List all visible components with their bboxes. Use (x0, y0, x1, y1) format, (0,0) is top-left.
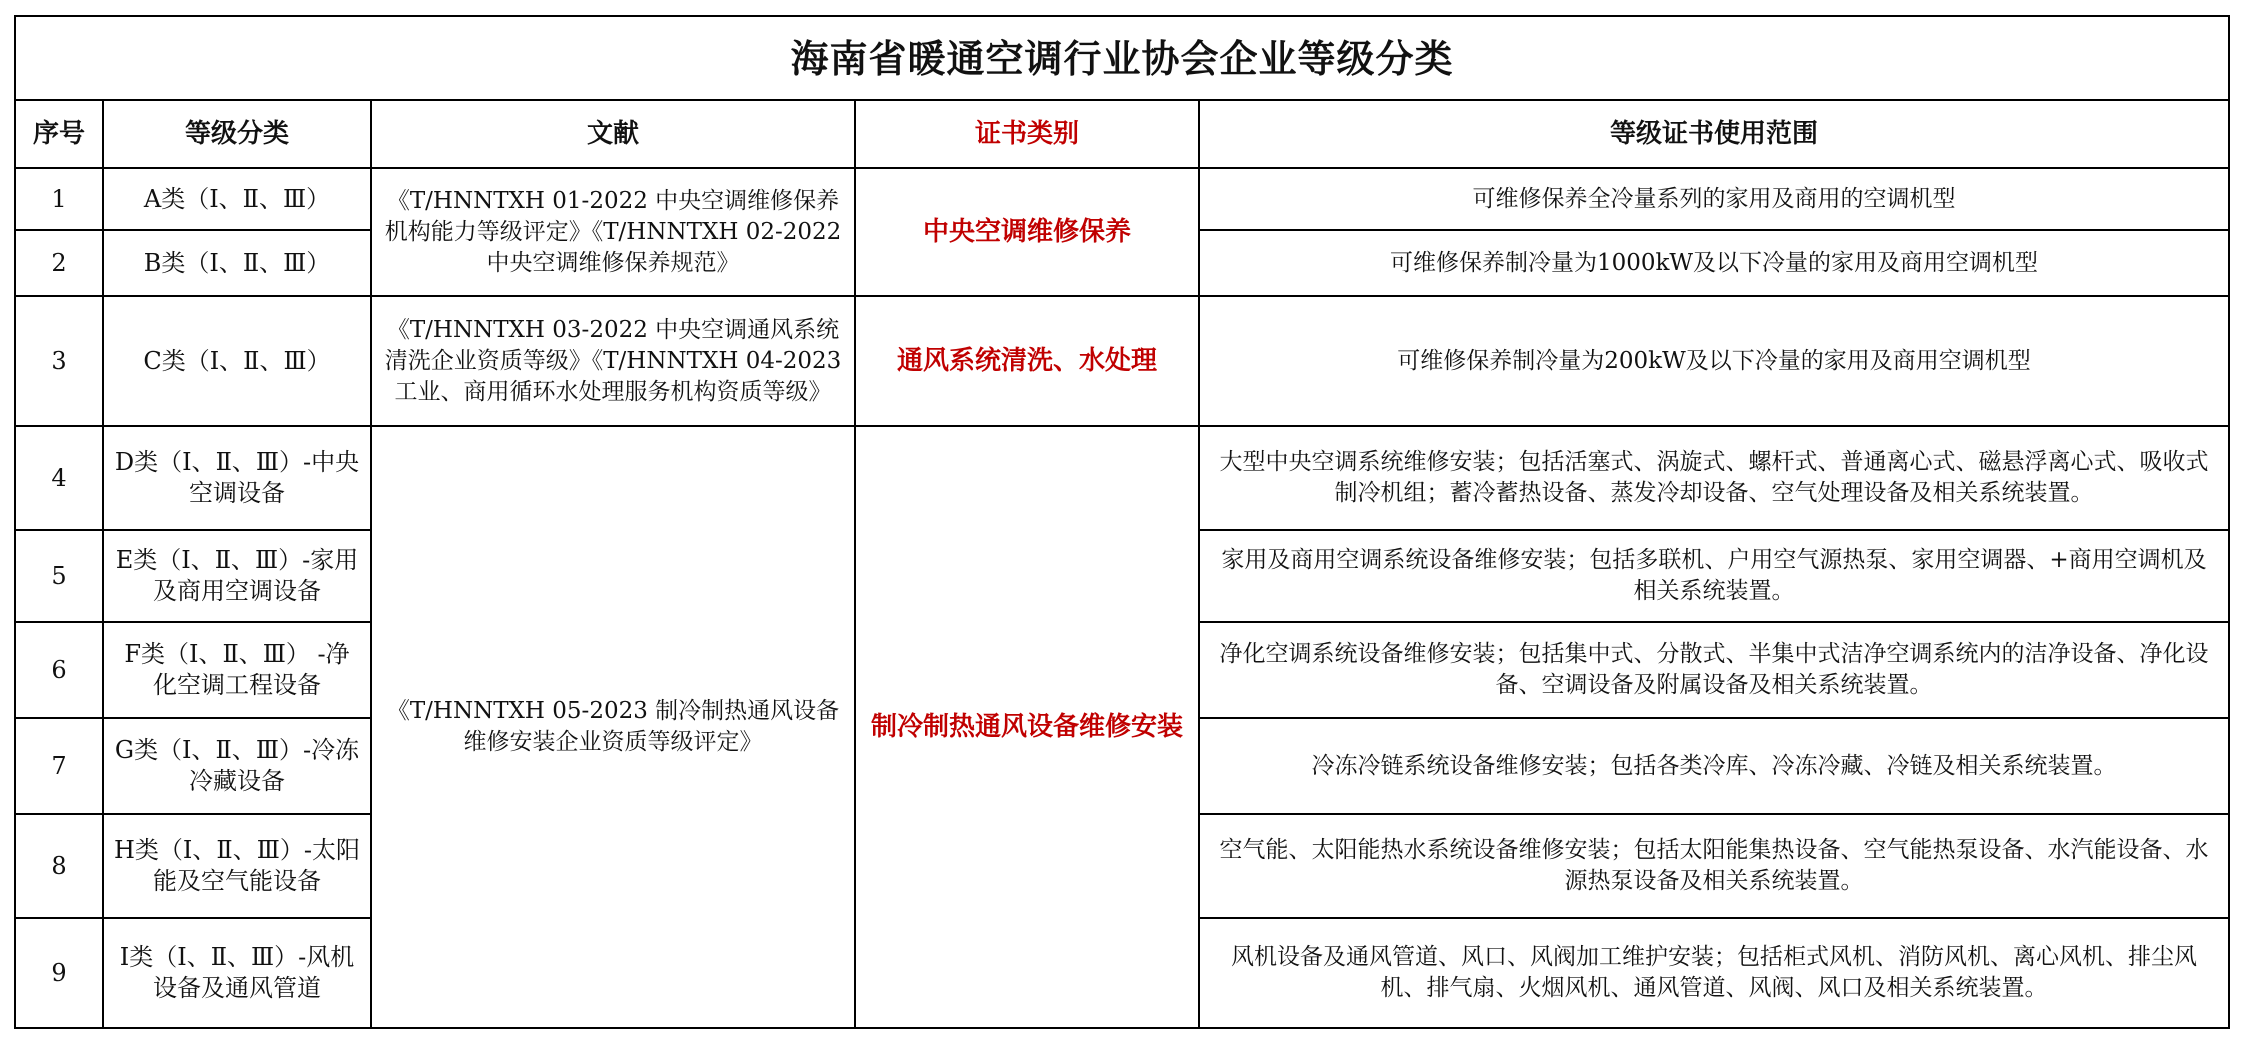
row-seq: 7 (15, 718, 103, 814)
table-row (15, 168, 2229, 230)
literature-cell: 《T/HNNTXH 03-2022 中央空调通风系统清洗企业资质等级》《T/HNNTXH 04-2023 工业、商用循环水处理服务机构资质等级》 (371, 296, 855, 426)
row-seq: 6 (15, 622, 103, 718)
title-row (15, 16, 2229, 100)
row-grade: H类（Ⅰ、Ⅱ、Ⅲ）-太阳能及空气能设备 (103, 814, 371, 918)
row-scope: 家用及商用空调系统设备维修安装；包括多联机、户用空气源热泵、家用空调器、+商用空调机及相关系统装置。 (1199, 530, 2229, 622)
table-row (15, 296, 2229, 426)
row-grade: D类（Ⅰ、Ⅱ、Ⅲ）-中央空调设备 (103, 426, 371, 530)
row-grade: E类（Ⅰ、Ⅱ、Ⅲ）-家用及商用空调设备 (103, 530, 371, 622)
row-seq: 5 (15, 530, 103, 622)
literature-cell: 《T/HNNTXH 01-2022 中央空调维修保养机构能力等级评定》《T/HNNTXH 02-2022 中央空调维修保养规范》 (371, 168, 855, 296)
row-seq: 3 (15, 296, 103, 426)
literature-cell: 《T/HNNTXH 05-2023 制冷制热通风设备维修安装企业资质等级评定》 (371, 426, 855, 1028)
row-grade: C类（Ⅰ、Ⅱ、Ⅲ） (103, 296, 371, 426)
cert-type-cell: 制冷制热通风设备维修安装 (855, 426, 1199, 1028)
row-scope: 大型中央空调系统维修安装；包括活塞式、涡旋式、螺杆式、普通离心式、磁悬浮离心式、吸收式制冷机组；蓄冷蓄热设备、蒸发冷却设备、空气处理设备及相关系统装置。 (1199, 426, 2229, 530)
row-grade: G类（Ⅰ、Ⅱ、Ⅲ）-冷冻冷藏设备 (103, 718, 371, 814)
header-literature: 文献 (371, 100, 855, 168)
header-row (15, 100, 2229, 168)
row-scope: 可维修保养制冷量为1000kW及以下冷量的家用及商用空调机型 (1199, 230, 2229, 296)
header-grade: 等级分类 (103, 100, 371, 168)
table-title: 海南省暖通空调行业协会企业等级分类 (15, 16, 2229, 100)
row-seq: 8 (15, 814, 103, 918)
grade-classification-table (14, 15, 2230, 1029)
row-seq: 9 (15, 918, 103, 1028)
table-row (15, 426, 2229, 530)
row-grade: A类（Ⅰ、Ⅱ、Ⅲ） (103, 168, 371, 230)
row-scope: 空气能、太阳能热水系统设备维修安装；包括太阳能集热设备、空气能热泵设备、水汽能设备、水源热泵设备及相关系统装置。 (1199, 814, 2229, 918)
row-grade: F类（Ⅰ、Ⅱ、Ⅲ） -净化空调工程设备 (103, 622, 371, 718)
row-seq: 1 (15, 168, 103, 230)
row-grade: I类（Ⅰ、Ⅱ、Ⅲ）-风机设备及通风管道 (103, 918, 371, 1028)
row-scope: 净化空调系统设备维修安装；包括集中式、分散式、半集中式洁净空调系统内的洁净设备、净化设备、空调设备及附属设备及相关系统装置。 (1199, 622, 2229, 718)
row-scope: 风机设备及通风管道、风口、风阀加工维护安装；包括柜式风机、消防风机、离心风机、排尘风机、排气扇、火烟风机、通风管道、风阀、风口及相关系统装置。 (1199, 918, 2229, 1028)
row-seq: 4 (15, 426, 103, 530)
row-scope: 可维修保养全冷量系列的家用及商用的空调机型 (1199, 168, 2229, 230)
cert-type-cell: 中央空调维修保养 (855, 168, 1199, 296)
header-scope: 等级证书使用范围 (1199, 100, 2229, 168)
row-grade: B类（Ⅰ、Ⅱ、Ⅲ） (103, 230, 371, 296)
header-cert-type: 证书类别 (855, 100, 1199, 168)
row-seq: 2 (15, 230, 103, 296)
header-seq: 序号 (15, 100, 103, 168)
row-scope: 可维修保养制冷量为200kW及以下冷量的家用及商用空调机型 (1199, 296, 2229, 426)
cert-type-cell: 通风系统清洗、水处理 (855, 296, 1199, 426)
row-scope: 冷冻冷链系统设备维修安装；包括各类冷库、冷冻冷藏、冷链及相关系统装置。 (1199, 718, 2229, 814)
